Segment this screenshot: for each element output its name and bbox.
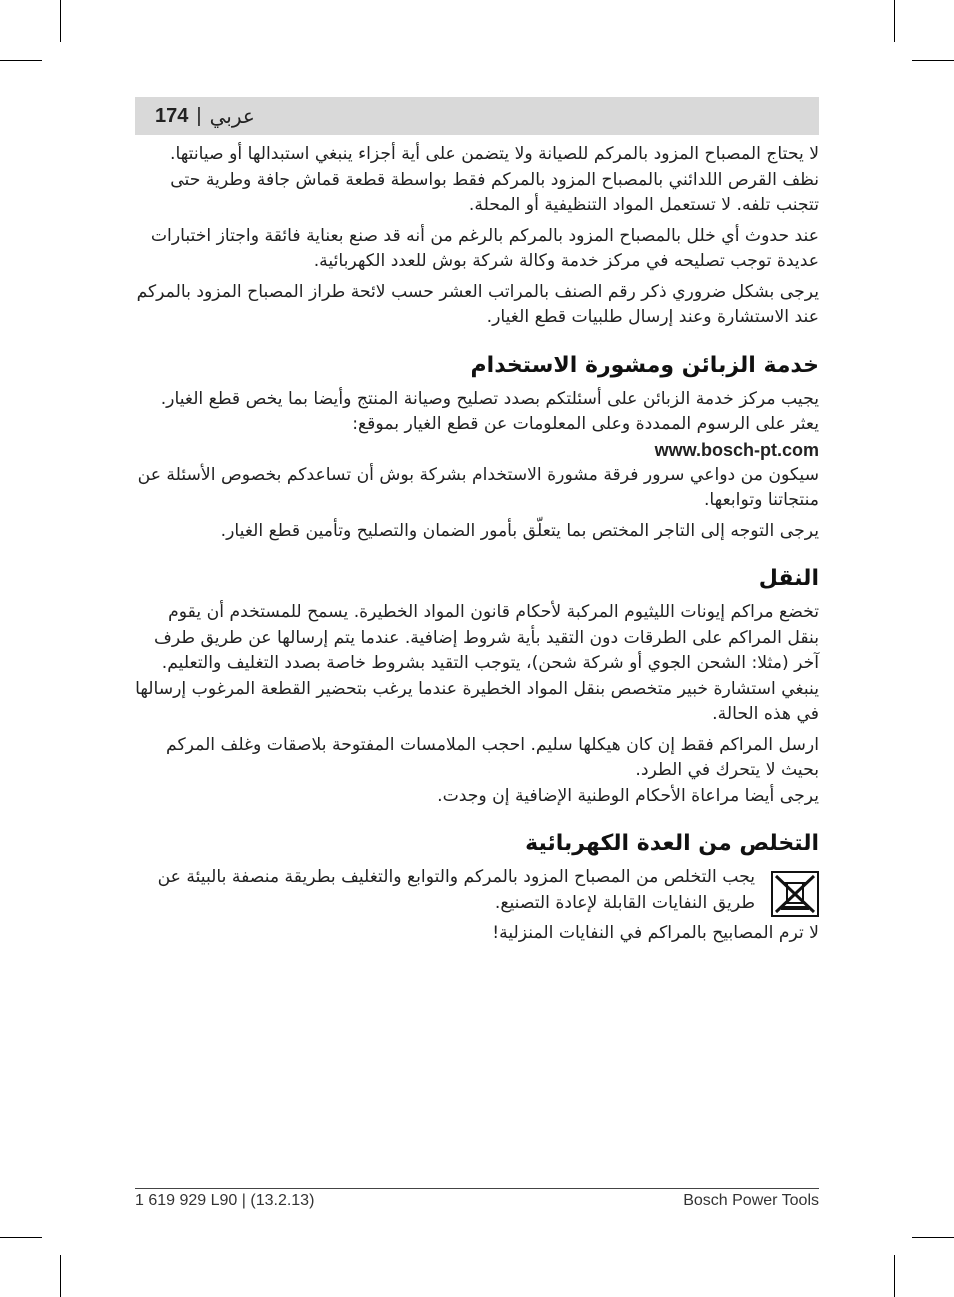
paragraph: يرجى بشكل ضروري ذكر رقم الصنف بالمراتب العشر حسب لائحة طراز المصباح المزود بالمركم عند الاستشارة وعند إرسال طلبيات قطع الغيار. xyxy=(136,281,819,327)
crop-mark xyxy=(912,60,954,61)
crop-mark xyxy=(60,1255,61,1297)
header-separator: | xyxy=(196,104,202,127)
crop-mark xyxy=(0,60,42,61)
paragraph: تخضع مراكم إيونات الليثيوم المركبة لأحكام قانون المواد الخطيرة. يسمح للمستخدم أن يقوم بنقل المراكم على الطرقات دون التقيد بأية شروط إضافية. عندما يتم إرسالها عن طريق طرف آخر (مثلا: الشحن الجوي أو شركة شحن)، يتوجب التقيد بشروط خاصة بصدد التغليف والتعليم. ينبغي استشارة خبير متخصص بنقل المواد الخطيرة عندما يرغب بتحضير القطعة المرغوب إرسالها في هذه الحالة. xyxy=(135,602,819,724)
footer-divider xyxy=(135,1188,819,1189)
paragraph: لا يحتاج المصباح المزود بالمركم للصيانة ولا يتضمن على أية أجزاء ينبغي استبدالها أو صيانتها. نظف القرص اللدائني بالمصباح المزود بالمركم فقط بواسطة قطعة قماش جافة وطرية حتى تتجنب تلفه. لا تستعمل المواد التنظيفية أو المحلة. xyxy=(170,144,819,215)
paragraph: يرجى التوجه إلى التاجر المختص بما يتعلّق بأمور الضمان والتصليح وتأمين قطع الغيار. xyxy=(220,520,819,541)
paragraph: سيكون من دواعي سرور فرقة مشورة الاستخدام بشركة بوش أن تساعدكم بخصوص الأسئلة عن منتجاتنا وتوابعها. xyxy=(137,464,819,510)
page-number: 174 xyxy=(155,104,189,127)
paragraph: يجب التخلص من المصباح المزود بالمركم والتوابع والتغليف بطريقة منصفة بالبيئة عن طريق النفايات القابلة لإعادة التصنيع. xyxy=(157,867,755,913)
section-heading-transport: النقل xyxy=(758,566,819,591)
disposal-block xyxy=(135,865,819,921)
crop-mark xyxy=(894,1255,895,1297)
paragraph: يجيب مركز خدمة الزبائن على أسئلتكم بصدد تصليح وصيانة المنتج وأيضا بما يخص قطع الغيار. يعثر على الرسوم الممددة وعلى المعلومات عن قطع الغيار بموقع: xyxy=(160,388,819,434)
header-language: عربي xyxy=(209,104,255,128)
section-heading-service: خدمة الزبائن ومشورة الاستخدام xyxy=(470,352,819,378)
page-header xyxy=(135,97,819,135)
paragraph: يرجى أيضا مراعاة الأحكام الوطنية الإضافية إن وجدت. xyxy=(437,785,819,806)
paragraph: عند حدوث أي خلل بالمصباح المزود بالمركم بالرغم من أنه قد صنع بعناية فائقة واجتاز اختبارات عديدة توجب تصليحه في مركز خدمة وكالة شركة بوش للعدد الكهربائية. xyxy=(150,225,819,271)
paragraph: لا ترم المصابيح بالمراكم في النفايات المنزلية! xyxy=(492,923,819,943)
crop-mark xyxy=(60,0,61,42)
crop-mark xyxy=(894,0,895,42)
footer-document-code: 1 619 929 L90 | (13.2.13) xyxy=(135,1192,315,1209)
crop-mark xyxy=(0,1237,42,1238)
crop-mark xyxy=(912,1237,954,1238)
section-heading-disposal: التخلص من العدة الكهربائية xyxy=(525,831,819,856)
crossed-out-bin-icon xyxy=(771,871,819,917)
paragraph: ارسل المراكم فقط إن كان هيكلها سليم. احجب الملامسات المفتوحة بلاصقات وغلف المركم بحيث لا يتحرك في الطرد. xyxy=(166,734,819,780)
main-content xyxy=(135,142,819,952)
website-link[interactable]: www.bosch-pt.com xyxy=(654,439,819,460)
footer-brand: Bosch Power Tools xyxy=(683,1192,819,1209)
